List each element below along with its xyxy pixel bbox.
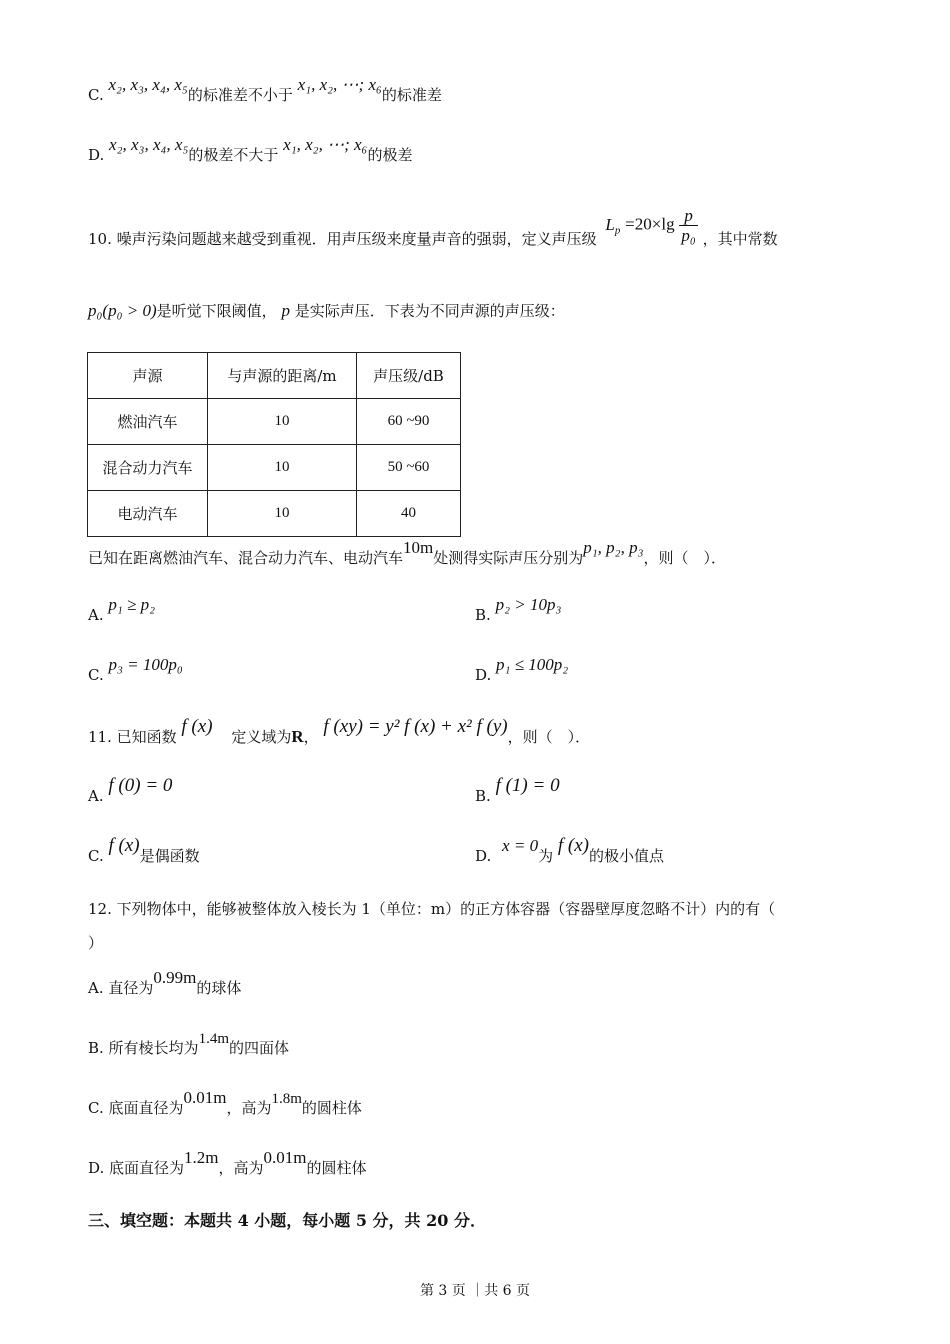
math-expression: x₁, x₂, ⋯; x₆ — [297, 75, 382, 94]
sound-level-table — [87, 352, 461, 537]
q10-option-b: B. p₂ > 10p₃ — [475, 595, 562, 624]
table-cell: 10 — [208, 445, 357, 491]
fraction: $\frac{p}{\text{p₀}}$ — [681, 206, 696, 245]
q9-option-d: D. x₂, x₃, x₄, x₅的极差不大于 x₁, x₂, ⋯; x₆的极差 — [88, 135, 413, 164]
q9-option-c: C. x₂, x₃, x₄, x₅的标准差不小于 x₁, x₂, ⋯; x₆的标准差 — [88, 75, 442, 104]
table-cell: 40 — [357, 491, 461, 537]
q12-option-d: D. 底面直径为1.2m，高为0.01m的圆柱体 — [88, 1148, 367, 1177]
table-row — [88, 399, 461, 445]
q11-option-b: B. f (1) = 0 — [475, 775, 560, 805]
q11-option-a: A. f (0) = 0 — [88, 775, 173, 805]
q10-stem-line2: p₀(p₀ > 0)是听觉下限阈值， p 是实际声压．下表为不同声源的声压级： — [88, 301, 565, 320]
table-cell: 10 — [208, 399, 357, 445]
table-header: 声压级/dB — [357, 353, 461, 399]
table-row — [88, 445, 461, 491]
q11-option-d: D. x = 0为 f (x)的极小值点 — [475, 835, 665, 865]
q10-option-d: D. p₁ ≤ 100p₂ — [475, 655, 569, 684]
table-cell: 50 ~60 — [357, 445, 461, 491]
table-cell: 60 ~90 — [357, 399, 461, 445]
math-expression: x₂, x₃, x₄, x₅ — [108, 75, 188, 94]
q12-option-b: B. 所有棱长均为1.4m的四面体 — [88, 1031, 289, 1057]
table-cell: 电动汽车 — [88, 491, 208, 537]
table-header: 与声源的距离/m — [208, 353, 357, 399]
q10-stem-line3: 已知在距离燃油汽车、混合动力汽车、电动汽车10m处测得实际声压分别为p₁, p₂, p₃，则（ ）． — [88, 538, 727, 567]
section-heading: 三、填空题：本题共 4 小题，每小题 5 分，共 20 分． — [88, 1211, 486, 1230]
q10-stem-line1: 10. 噪声污染问题越来越受到重视．用声压级来度量声音的强弱，定义声压级 $L_p =20\times\lg$ $\frac{p}{\text{p₀}}$ ，其中常数 — [88, 206, 778, 248]
table-row — [88, 491, 461, 537]
q12-stem-line2: ） — [88, 934, 104, 952]
q12-stem-line1: 12. 下列物体中，能够被整体放入棱长为 1（单位：m）的正方体容器（容器壁厚度忽略不计）内的有（ — [88, 900, 776, 918]
table-cell: 燃油汽车 — [88, 399, 208, 445]
q12-option-c: C. 底面直径为0.01m，高为1.8m的圆柱体 — [88, 1088, 362, 1117]
math-expression: x₂, x₃, x₄, x₅ — [109, 135, 189, 154]
q12-option-a: A. 直径为0.99m的球体 — [88, 968, 242, 997]
table-header: 声源 — [88, 353, 208, 399]
q10-option-a: A. p₁ ≥ p₂ — [88, 595, 156, 624]
q11-stem: 11. 已知函数 f (x) 定义域为R， f (xy) = y² f (x) + x² f (y)，则（ ）． — [88, 716, 591, 746]
table-cell: 10 — [208, 491, 357, 537]
table-cell: 混合动力汽车 — [88, 445, 208, 491]
q10-option-c: C. p₃ = 100p₀ — [88, 655, 183, 684]
page-footer: 第 3 页 ｜共 6 页 — [419, 1283, 531, 1299]
table-header-row — [88, 353, 461, 399]
q11-option-c: C. f (x)是偶函数 — [88, 835, 200, 865]
math-expression: x₁, x₂, ⋯; x₆ — [283, 135, 368, 154]
